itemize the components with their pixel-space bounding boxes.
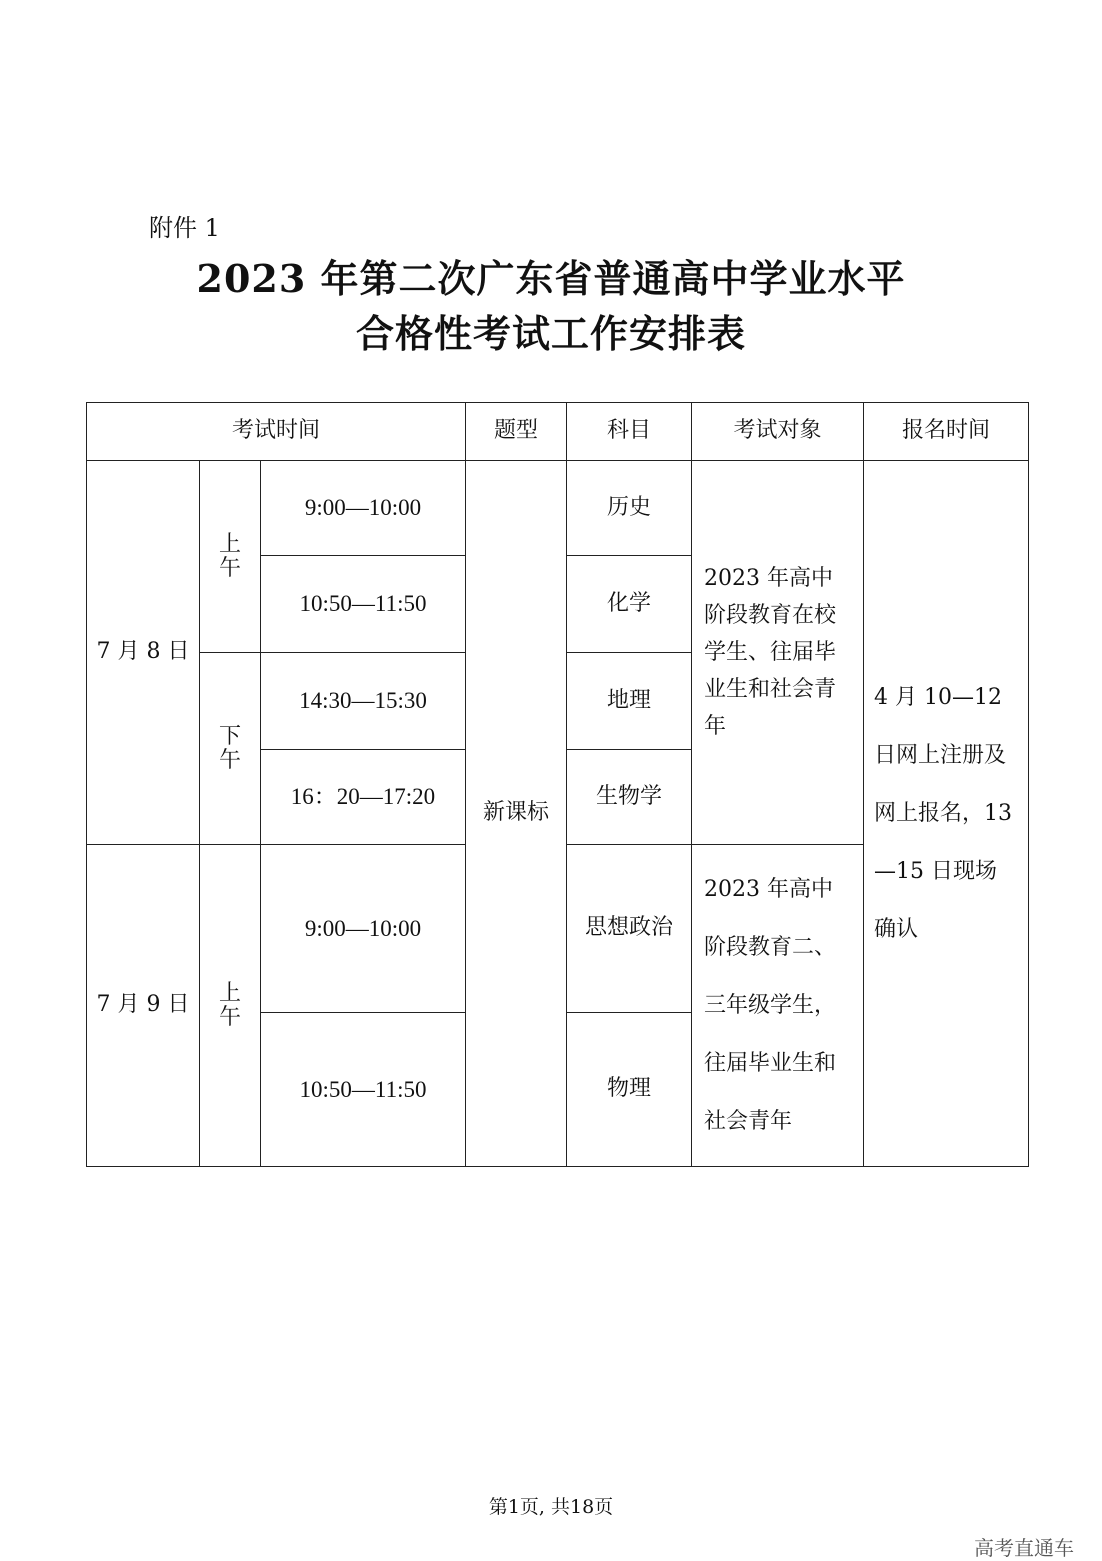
target-cell: 2023 年高中阶段教育在校学生、往届毕业生和社会青年 [692, 461, 864, 845]
header-target: 考试对象 [692, 403, 864, 461]
document-title-line-2: 合格性考试工作安排表 [355, 311, 746, 356]
period-char: 午 [218, 747, 241, 773]
registration-cell: 4 月 10—12 日网上注册及网上报名，13—15 日现场确认 [864, 461, 1029, 1167]
period-char: 午 [218, 555, 241, 581]
subject-cell: 生物学 [567, 750, 692, 845]
date-cell: 7 月 9 日 [87, 845, 200, 1167]
period-char: 下 [218, 723, 241, 749]
exam-schedule-table [86, 402, 1029, 1167]
watermark: 高考直通车 [974, 1536, 1074, 1560]
subject-cell: 物理 [567, 1013, 692, 1167]
date-cell: 7 月 8 日 [87, 461, 200, 845]
subject-cell: 地理 [567, 653, 692, 750]
page-footer: 第1页, 共18页 [488, 1496, 614, 1518]
time-cell: 10:50—11:50 [261, 556, 466, 653]
subject-cell: 历史 [567, 461, 692, 556]
header-subject: 科目 [567, 403, 692, 461]
period-char: 上 [218, 980, 241, 1006]
period-cell [200, 461, 261, 653]
time-cell: 9:00—10:00 [261, 461, 466, 556]
period-char: 午 [218, 1004, 241, 1030]
time-cell: 9:00—10:00 [261, 845, 466, 1013]
attachment-label: 附件 1 [149, 214, 220, 242]
period-cell [200, 653, 261, 845]
target-cell: 2023 年高中阶段教育二、三年级学生，往届毕业生和社会青年 [692, 845, 864, 1167]
header-registration: 报名时间 [864, 403, 1029, 461]
subject-cell: 思想政治 [567, 845, 692, 1013]
period-cell [200, 845, 261, 1167]
header-row [87, 403, 1029, 461]
time-cell: 16：20—17:20 [261, 750, 466, 845]
document-title-line-1: 2023 年第二次广东省普通高中学业水平 [196, 256, 906, 301]
question-type-cell: 新课标 [466, 461, 567, 1167]
header-question-type: 题型 [466, 403, 567, 461]
period-char: 上 [218, 531, 241, 557]
table-row [87, 461, 1029, 556]
time-cell: 10:50—11:50 [261, 1013, 466, 1167]
header-exam-time: 考试时间 [87, 403, 466, 461]
time-cell: 14:30—15:30 [261, 653, 466, 750]
subject-cell: 化学 [567, 556, 692, 653]
